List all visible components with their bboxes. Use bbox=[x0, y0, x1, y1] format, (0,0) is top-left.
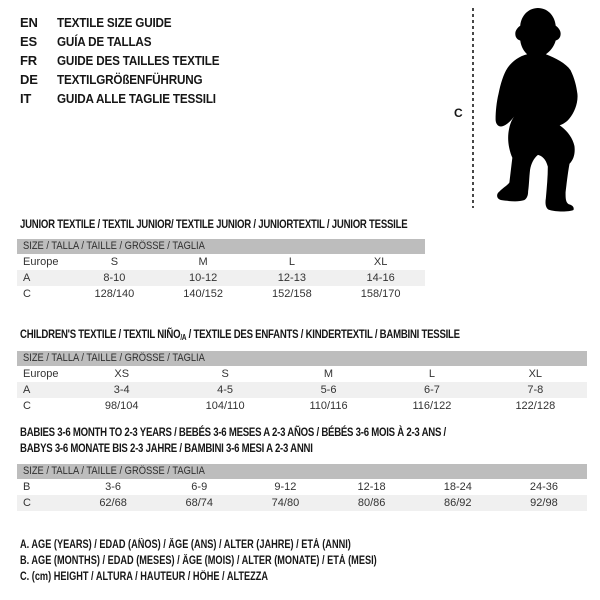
language-title-list bbox=[20, 13, 237, 108]
table-row: B 3-6 6-9 9-12 12-18 18-24 24-36 bbox=[17, 479, 587, 495]
size-header-bar: SIZE / TALLA / TAILLE / GRÖSSE / TAGLIA bbox=[17, 351, 587, 366]
footnote-b: B. AGE (MONTHS) / EDAD (MESES) / ÂGE (MOIS) / ALTER (MONATE) / ETÀ (MESI) bbox=[20, 555, 377, 567]
row-label: Europe bbox=[23, 256, 59, 268]
language-row bbox=[20, 32, 237, 51]
baby-figure bbox=[452, 6, 598, 216]
language-code: EN bbox=[20, 15, 38, 30]
children-size-table bbox=[17, 351, 587, 414]
language-code: IT bbox=[20, 91, 32, 106]
language-code: ES bbox=[20, 34, 37, 49]
row-label: B bbox=[23, 481, 31, 493]
row-label: A bbox=[23, 384, 31, 396]
language-code: FR bbox=[20, 53, 37, 68]
junior-size-table bbox=[17, 239, 425, 302]
guide-title: GUÍA DE TALLAS bbox=[57, 34, 152, 49]
size-header-bar: SIZE / TALLA / TAILLE / GRÖSSE / TAGLIA bbox=[17, 464, 587, 479]
table-row: C 128/140 140/152 152/158 158/170 bbox=[17, 286, 425, 302]
row-label: C bbox=[23, 288, 31, 300]
table-row: A 8-10 10-12 12-13 14-16 bbox=[17, 270, 425, 286]
language-code: DE bbox=[20, 72, 38, 87]
table-row: Europe S M L XL bbox=[17, 254, 425, 270]
height-measure-line bbox=[472, 8, 474, 208]
table-row: A 3-4 4-5 5-6 6-7 7-8 bbox=[17, 382, 587, 398]
row-label: C bbox=[23, 497, 31, 509]
language-row bbox=[20, 70, 237, 89]
language-row bbox=[20, 51, 237, 70]
babies-table-title: BABIES 3-6 MONTH TO 2-3 YEARS / BEBÉS 3-6 MESES A 2-3 AÑOS / BÉBÉS 3-6 MOIS À 2-3 ANS / BABYS 3-6 MONATE BIS 2-3 JAHRE / BAMBINI 3-6 MESI A 2-3 ANNI bbox=[20, 425, 446, 455]
size-header-bar: SIZE / TALLA / TAILLE / GRÖSSE / TAGLIA bbox=[17, 239, 425, 254]
table-row: Europe XS S M L XL bbox=[17, 366, 587, 382]
footnote-c: C. (cm) HEIGHT / ALTURA / HAUTEUR / HÖHE / ALTEZZA bbox=[20, 571, 269, 583]
language-row bbox=[20, 89, 237, 108]
table-row: C 98/104 104/110 110/116 116/122 122/128 bbox=[17, 398, 587, 414]
babies-size-table bbox=[17, 464, 587, 511]
children-table-title: CHILDREN'S TEXTILE / TEXTIL NIÑO/A / TEXTILE DES ENFANTS / KINDERTEXTIL / BAMBINI TESSILE bbox=[20, 327, 460, 342]
junior-table-title: JUNIOR TEXTILE / TEXTIL JUNIOR/ TEXTILE JUNIOR / JUNIORTEXTIL / JUNIOR TESSILE bbox=[20, 217, 408, 231]
language-row bbox=[20, 13, 237, 32]
guide-title: GUIDE DES TAILLES TEXTILE bbox=[57, 53, 220, 68]
row-label: A bbox=[23, 272, 31, 284]
baby-silhouette-icon bbox=[479, 6, 593, 213]
guide-title: GUIDA ALLE TAGLIE TESSILI bbox=[57, 91, 216, 106]
guide-title: TEXTILGRÖßENFÜHRUNG bbox=[57, 72, 203, 87]
row-label: C bbox=[23, 400, 31, 412]
footnote-list bbox=[20, 537, 466, 585]
guide-title: TEXTILE SIZE GUIDE bbox=[57, 15, 172, 30]
footnote-a: A. AGE (YEARS) / EDAD (AÑOS) / ÂGE (ANS) / ALTER (JAHRE) / ETÀ (ANNI) bbox=[20, 539, 351, 551]
height-measure-label: C bbox=[454, 106, 463, 120]
table-row: C 62/68 68/74 74/80 80/86 86/92 92/98 bbox=[17, 495, 587, 511]
row-label: Europe bbox=[23, 368, 59, 380]
